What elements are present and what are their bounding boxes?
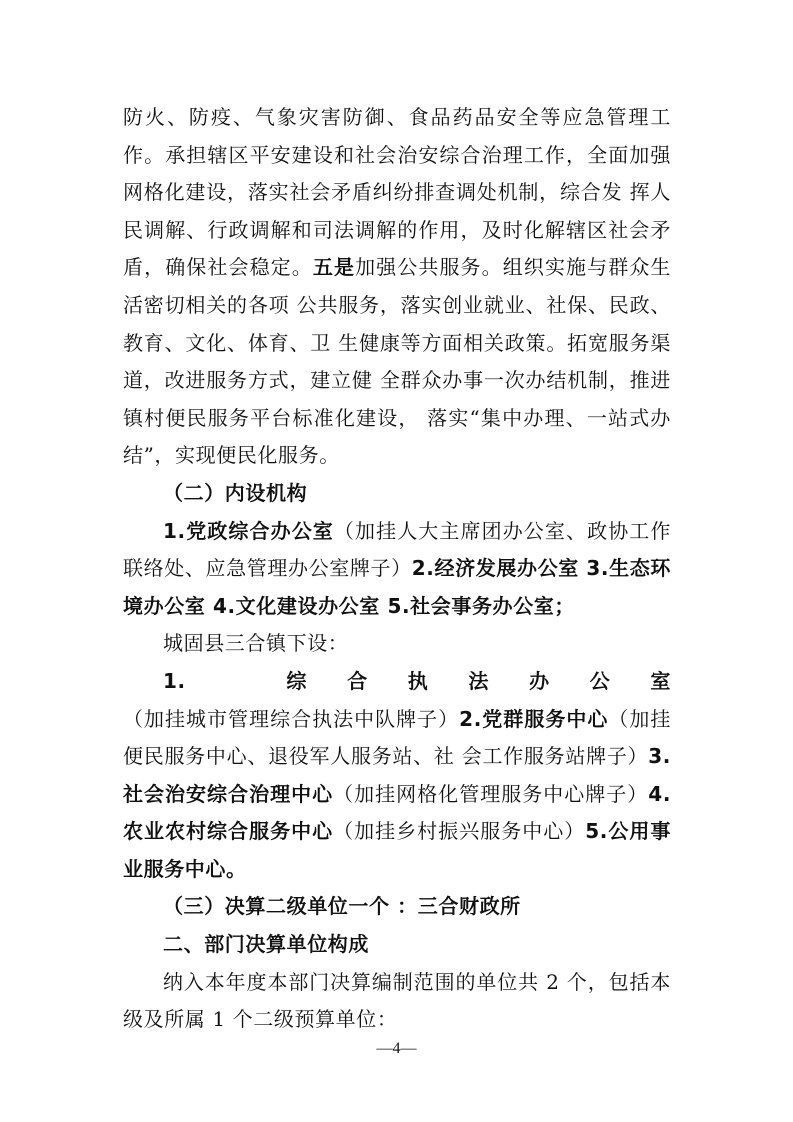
offices-2-5: 2.经济发展办公室 3.生态环境办公室 4.文化建设办公室 5.社会事务办公室； [123, 556, 671, 618]
unit-4-name: 4.农业农村综合服务中心 [123, 781, 672, 844]
unit-2-name: 2.党群服务中心 [459, 706, 609, 731]
unit-3-note: （加挂网格化管理服务中心牌子） [333, 781, 649, 806]
paragraph-duties [123, 99, 671, 475]
unit-1-name: 1. 综合执法办公室 [163, 668, 671, 693]
paragraph-subordinate-intro: 城固县三合镇下设： [163, 631, 349, 656]
duties-text-part-2: 加强公共服务。组织实施与群众生活密切相关的各项 公共服务，落实创业就业、社保、民政、教育、文化、体育、卫 生健康等方面相关政策。拓宽服务渠道，改进服务方式，建立健 全群众办事一次办结机制，推进镇村便民服务平台标准化建设， 落实“集中办理、一站式办结”，实现便民化服务。 [123, 255, 672, 468]
paragraph-unit-count: 纳入本年度本部门决算编制范围的单位共 2 个，包括本级及所属 1 个二级预算单位： [123, 969, 671, 1032]
unit-4-note: （加挂乡村振兴服务中心） [333, 819, 586, 844]
unit-2-note: （加挂便民服务中心、退役军人服务站、社 会工作服务站牌子） [123, 706, 671, 769]
heading-section-2: 二、部门决算单位构成 [163, 932, 369, 957]
duties-text-part-1: 防火、防疫、气象灾害防御、食品药品安全等应急管理工作。承担辖区平安建设和社会治安综合治理工作，全面加强网格化建设，落实社会矛盾纠纷排查调处机制，综合发 挥人民调解、行政调解和司法调解的作用，及时化解辖区社会矛盾，确保社会稳定。 [123, 105, 671, 280]
body-text [123, 99, 671, 1039]
page-number: —4— [376, 1040, 417, 1057]
paragraph-subordinate-units [123, 663, 671, 889]
duties-emphasis-five: 五是 [312, 255, 356, 280]
unit-3-name: 3.社会治安综合治理中心 [123, 744, 671, 806]
unit-1-note: （加挂城市管理综合执法中队牌子） [123, 706, 460, 731]
unit-5-name: 5.公用事业服务中心。 [123, 819, 672, 881]
office-1-name: 1.党政综合办公室 [163, 518, 334, 543]
office-1-note: （加挂人大主席团办公室、政协工作联络处、应急管理办公室牌子） [123, 518, 671, 581]
heading-internal-departments: （二）内设机构 [163, 480, 308, 505]
paragraph-internal-offices [123, 513, 671, 626]
heading-secondary-unit: （三）决算二级单位一个 ：三合财政所 [163, 894, 521, 919]
